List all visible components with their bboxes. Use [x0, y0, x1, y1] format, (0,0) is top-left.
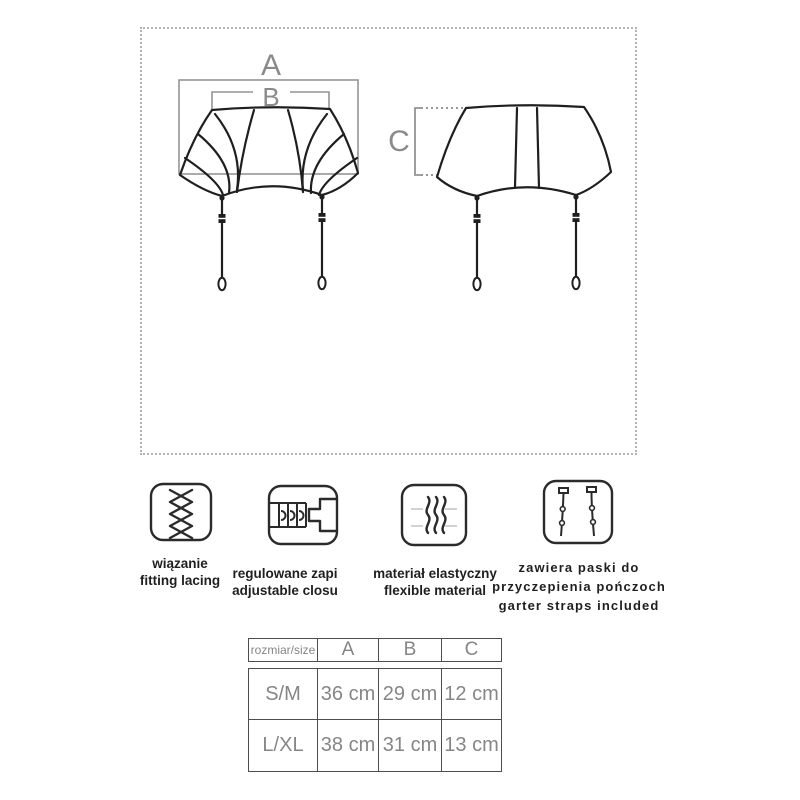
value-cell: 12 cm — [441, 669, 501, 719]
feature-line: flexible material — [383, 583, 487, 598]
feature-label-garter-straps — [483, 558, 675, 615]
size-cell: S/M — [265, 682, 301, 705]
feature-line: regulowane zapi — [232, 566, 338, 581]
diagram-frame — [140, 27, 637, 455]
size-table-body — [248, 668, 502, 772]
back-view-drawing — [437, 105, 611, 196]
measurement-c-bracket — [415, 108, 464, 175]
value-cell: 36 cm — [317, 669, 378, 719]
measurement-b-label: B — [262, 82, 280, 112]
garter-strap — [218, 195, 227, 290]
value-cell: 13 cm — [441, 719, 501, 771]
feature-line: wiązanie — [152, 556, 208, 571]
feature-line: zawiera paski do — [518, 560, 640, 575]
header-b-cell: B — [378, 639, 441, 661]
header-size-cell: rozmiar/size — [250, 643, 316, 657]
garter-strap — [318, 194, 327, 289]
header-a-cell: A — [317, 639, 378, 661]
feature-line: przyczepienia pończoch — [492, 579, 666, 594]
size-table-header — [248, 638, 502, 662]
lacing-icon — [149, 482, 213, 542]
feature-line: materiał elastyczny — [373, 566, 497, 581]
front-view-drawing — [180, 107, 358, 196]
measurement-a-label: A — [260, 49, 282, 82]
header-c-cell: C — [441, 639, 501, 661]
value-cell: 31 cm — [378, 719, 441, 771]
measurement-c-label: C — [388, 125, 410, 158]
feature-line: garter straps included — [498, 598, 660, 613]
garter-strap — [473, 195, 482, 290]
garter-straps-icon — [542, 479, 614, 545]
feature-line: fitting lacing — [139, 573, 221, 588]
flexible-material-icon — [400, 483, 468, 547]
adjustable-closure-icon — [267, 484, 339, 546]
feature-line: adjustable closu — [232, 583, 338, 598]
value-cell: 29 cm — [378, 669, 441, 719]
value-cell: 38 cm — [317, 719, 378, 771]
garment-drawings — [142, 29, 635, 453]
garter-strap — [572, 194, 581, 289]
size-cell: L/XL — [249, 719, 317, 771]
